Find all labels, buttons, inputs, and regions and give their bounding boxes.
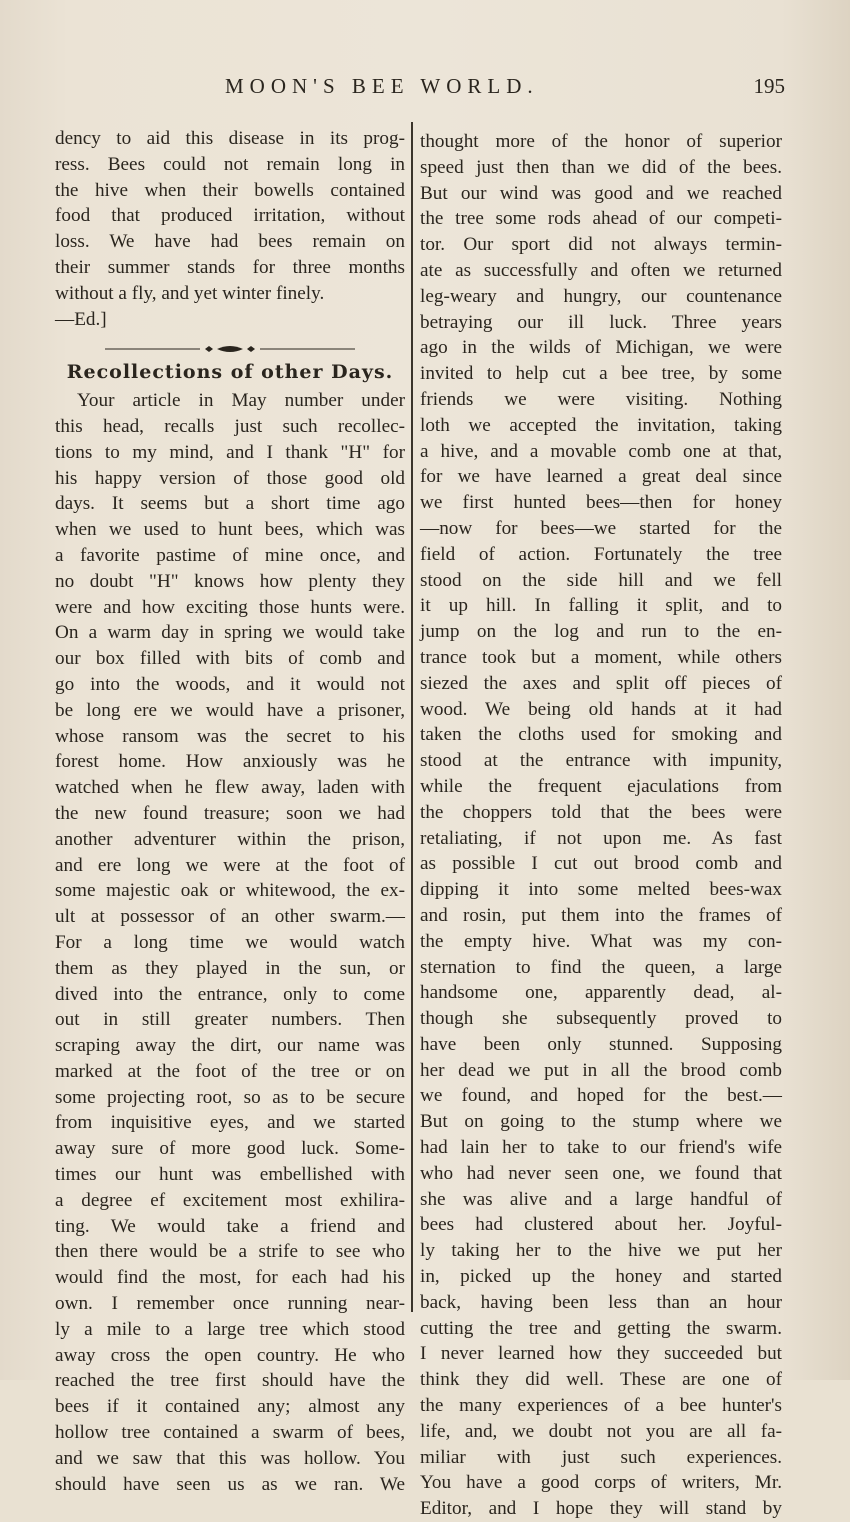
text-line: while the frequent ejaculations from <box>420 775 782 797</box>
text-line: her dead we put in all the brood comb <box>420 1059 782 1081</box>
text-line: out in still greater numbers. Then <box>55 1009 405 1031</box>
text-line: leg-weary and hungry, our countenance <box>420 285 782 307</box>
text-line: and we saw that this was hollow. You <box>55 1447 405 1469</box>
article-body-right <box>420 129 782 1522</box>
text-line: siezed the axes and split off pieces of <box>420 672 782 694</box>
text-line: stood on the side hill and we fell <box>420 569 782 591</box>
text-line: we found, and hoped for the best.— <box>420 1085 782 1107</box>
text-line: the empty hive. What was my con- <box>420 930 782 952</box>
right-column <box>420 129 782 1522</box>
article-body-left <box>55 388 405 1497</box>
text-line: dency to aid this disease in its prog- <box>55 128 405 149</box>
text-line: But on going to the stump where we <box>420 1111 782 1133</box>
text-line: loss. We have had bees remain on <box>55 231 405 253</box>
text-line: ress. Bees could not remain long in <box>55 153 405 175</box>
text-line: this head, recalls just such recollec- <box>55 415 405 437</box>
text-line: taken the cloths used for smoking and <box>420 724 782 746</box>
text-line: miliar with just such experiences. <box>420 1446 782 1468</box>
text-line: another adventurer within the prison, <box>55 828 405 850</box>
text-line: back, having been less than an hour <box>420 1291 782 1313</box>
text-line: our box filled with bits of comb and <box>55 648 405 670</box>
text-line: scraping away the dirt, our name was <box>55 1035 405 1057</box>
text-line: who had never seen one, we found that <box>420 1162 782 1184</box>
text-line: hollow tree contained a swarm of bees, <box>55 1422 405 1444</box>
text-line: trance took but a moment, while others <box>420 646 782 668</box>
text-line: the choppers told that the bees were <box>420 801 782 823</box>
text-line: the new found treasure; soon we had <box>55 802 405 824</box>
text-line: away cross the open country. He who <box>55 1344 405 1366</box>
text-line: cutting the tree and getting the swarm. <box>420 1317 782 1339</box>
text-line: watched when he flew away, laden with <box>55 777 405 799</box>
text-line: the many experiences of a bee hunter's <box>420 1395 782 1417</box>
text-line: bees if it contained any; almost any <box>55 1396 405 1418</box>
text-line: ult at possessor of an other swarm.— <box>55 906 405 928</box>
text-line: friends we were visiting. Nothing <box>420 388 782 410</box>
text-line: some majestic oak or whitewood, the ex- <box>55 880 405 902</box>
text-line: would find the most, for each had his <box>55 1267 405 1289</box>
text-line: reached the tree first should have the <box>55 1370 405 1392</box>
column-divider <box>411 122 413 1312</box>
text-line: speed just then than we did of the bees. <box>420 156 782 178</box>
text-line: forest home. How anxiously was he <box>55 751 405 773</box>
text-line: it up hill. In falling it split, and to <box>420 595 782 617</box>
text-line: from inquisitive eyes, and we started <box>55 1112 405 1134</box>
text-line: Editor, and I hope they will stand by <box>420 1498 782 1520</box>
text-line: though she subsequently proved to <box>420 1008 782 1030</box>
text-line: days. It seems but a short time ago <box>55 493 405 515</box>
text-line: You have a good corps of writers, Mr. <box>420 1472 782 1494</box>
text-line: tor. Our sport did not always termin- <box>420 234 782 256</box>
text-line: For a long time we would watch <box>55 931 405 953</box>
text-line: betraying our ill luck. Three years <box>420 311 782 333</box>
text-line: she was alive and a large handful of <box>420 1188 782 1210</box>
text-line: times our hunt was embellished with <box>55 1164 405 1186</box>
text-line: for we have learned a great deal since <box>420 466 782 488</box>
text-line: own. I remember once running near- <box>55 1293 405 1315</box>
editor-note <box>55 126 405 332</box>
text-line: bees had clustered about her. Joyful- <box>420 1214 782 1236</box>
text-line: ly taking her to the hive we put her <box>420 1240 782 1262</box>
text-line: ly a mile to a large tree which stood <box>55 1318 405 1340</box>
text-line: ate as successfully and often we returned <box>420 259 782 281</box>
text-line: when we used to hunt bees, which was <box>55 519 405 541</box>
text-line: field of action. Fortunately the tree <box>420 543 782 565</box>
text-line: dived into the entrance, only to come <box>55 983 405 1005</box>
text-line: marked at the foot of the tree or on <box>55 1060 405 1082</box>
text-line: ting. We would take a friend and <box>55 1215 405 1237</box>
text-line: be long ere we would have a prisoner, <box>55 699 405 721</box>
text-line: handsome one, apparently dead, al- <box>420 982 782 1004</box>
text-line: think they did well. These are one of <box>420 1369 782 1391</box>
text-line: had lain her to take to our friend's wife <box>420 1137 782 1159</box>
text-line: away sure of more good luck. Some- <box>55 1138 405 1160</box>
text-line: a degree ef excitement most exhilira- <box>55 1189 405 1211</box>
text-line: them as they played in the sun, or <box>55 957 405 979</box>
text-line: But our wind was good and we reached <box>420 182 782 204</box>
text-line: a favorite pastime of mine once, and <box>55 544 405 566</box>
ornamental-rule-icon <box>55 344 405 354</box>
text-line: —Ed.] <box>55 308 107 330</box>
text-line: food that produced irritation, without <box>55 205 405 227</box>
text-line: whose ransom was the secret to his <box>55 725 405 747</box>
text-line: thought more of the honor of superior <box>420 131 782 152</box>
text-line: ago in the wilds of Michigan, we were <box>420 337 782 359</box>
text-line: without a fly, and yet winter finely. <box>55 282 325 304</box>
running-title: MOON'S BEE WORLD. <box>225 74 539 98</box>
text-line: life, and, we doubt not you are all fa- <box>420 1420 782 1442</box>
text-line: were and how exciting those hunts were. <box>55 596 405 618</box>
text-line: in, picked up the honey and started <box>420 1266 782 1288</box>
text-line: On a warm day in spring we would take <box>55 622 405 644</box>
text-line: then there would be a strife to see who <box>55 1241 405 1263</box>
text-line: I never learned how they succeeded but <box>420 1343 782 1365</box>
text-line: we first hunted bees—then for honey <box>420 492 782 514</box>
text-line: no doubt "H" knows how plenty they <box>55 570 405 592</box>
text-line: tions to my mind, and I thank "H" for <box>55 441 405 463</box>
text-line: have been only stunned. Supposing <box>420 1033 782 1055</box>
text-line: go into the woods, and it would not <box>55 673 405 695</box>
text-line: and rosin, put them into the frames of <box>420 904 782 926</box>
text-line: stood at the entrance with impunity, <box>420 750 782 772</box>
text-line: Your article in May number under <box>77 390 405 412</box>
text-line: retaliating, if not upon me. As fast <box>420 827 782 849</box>
left-column <box>55 126 405 1497</box>
text-line: invited to help cut a bee tree, by some <box>420 363 782 385</box>
text-line: and ere long we were at the foot of <box>55 854 405 876</box>
page-header <box>55 74 785 104</box>
text-line: a hive, and a movable comb one at that, <box>420 440 782 462</box>
text-line: his happy version of those good old <box>55 467 405 489</box>
section-heading: Recollections of other Days. <box>66 361 394 384</box>
text-line: dipping it into some melted bees-wax <box>420 879 782 901</box>
text-line: wood. We being old hands at it had <box>420 698 782 720</box>
text-line: some projecting root, so as to be secure <box>55 1086 405 1108</box>
text-line: should have seen us as we ran. We <box>55 1473 405 1495</box>
text-line: —now for bees—we started for the <box>420 517 782 539</box>
text-line: sternation to find the queen, a large <box>420 956 782 978</box>
text-line: their summer stands for three months <box>55 256 405 278</box>
page-number: 195 <box>753 74 785 98</box>
text-line: loth we accepted the invitation, taking <box>420 414 782 436</box>
text-line: the tree some rods ahead of our competi- <box>420 208 782 230</box>
text-line: jump on the log and run to the en- <box>420 621 782 643</box>
text-line: as possible I cut out brood comb and <box>420 853 782 875</box>
text-line: the hive when their bowells contained <box>55 179 405 201</box>
